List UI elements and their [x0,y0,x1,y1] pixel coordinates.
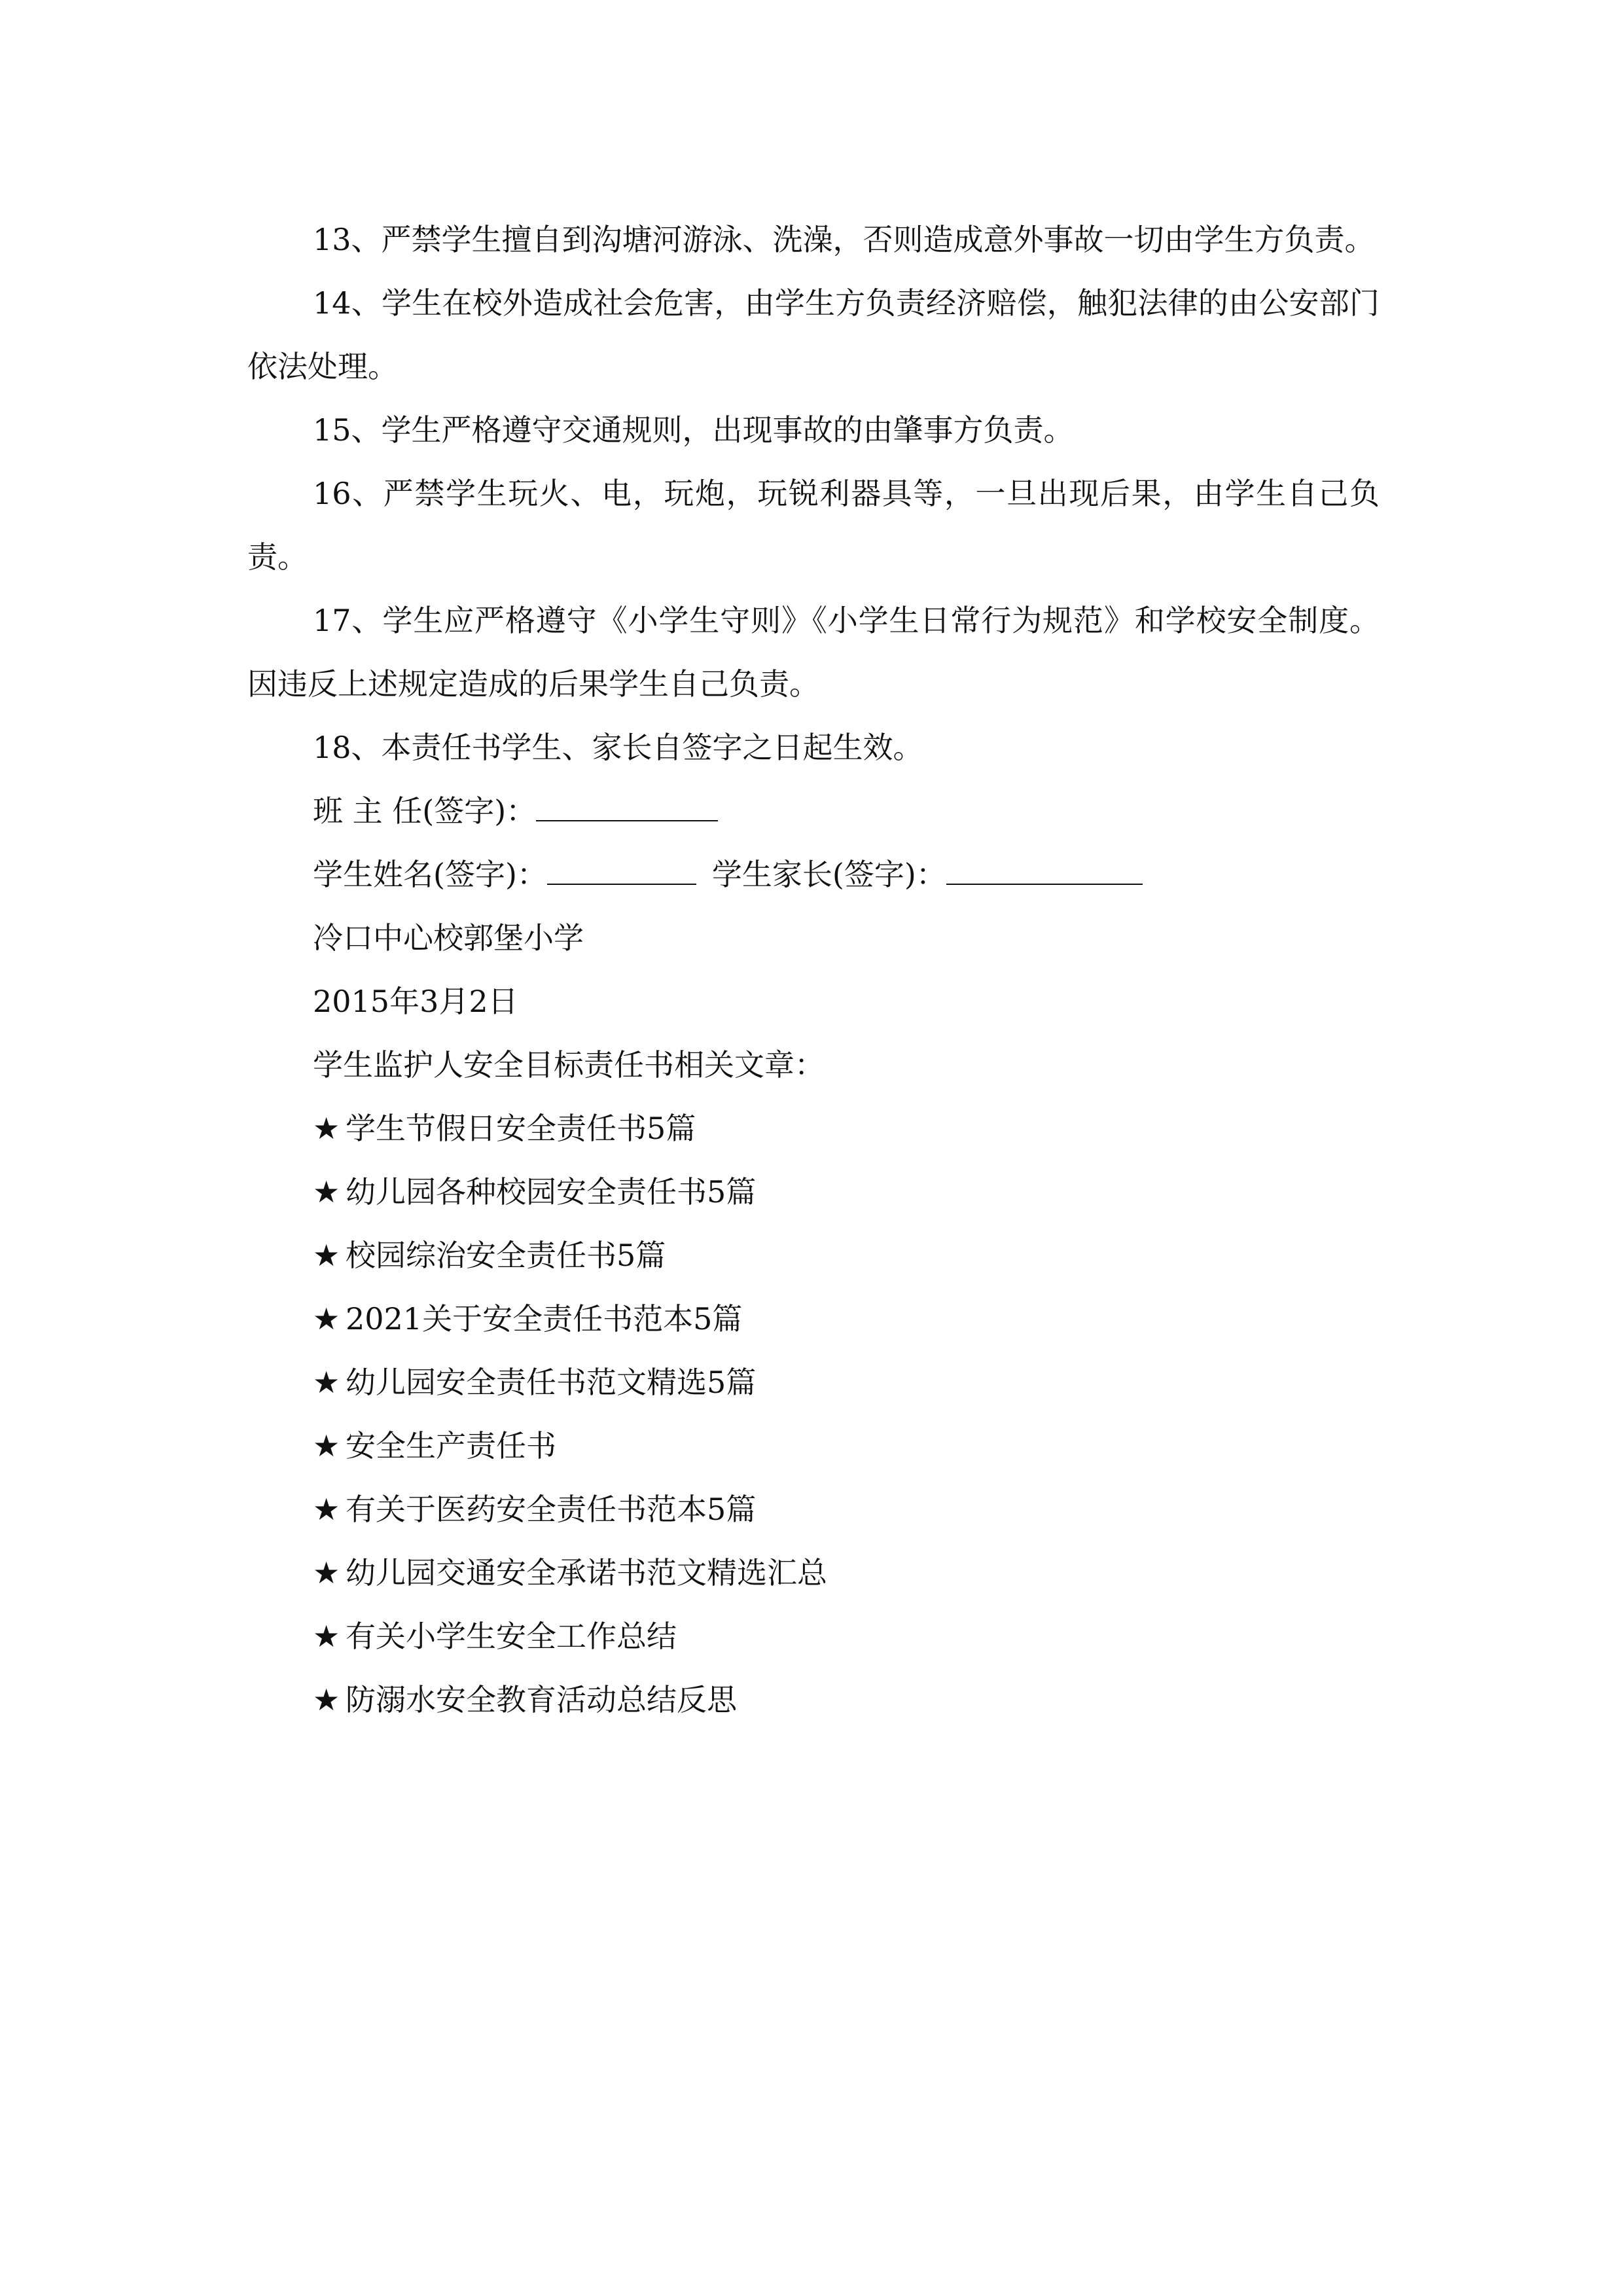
related-article-link[interactable] [247,1097,1380,1160]
related-article-title: 幼儿园交通安全承诺书范文精选汇总 [346,1555,827,1590]
related-article-title: 校园综治安全责任书5篇 [346,1238,666,1273]
star-icon: ★ [313,1301,340,1336]
star-icon: ★ [313,1428,340,1463]
teacher-signature-label: 班 主 任(签字)： [313,793,537,829]
star-icon: ★ [313,1174,340,1210]
related-articles-list [247,1097,1380,1732]
student-parent-signature-line [247,843,1380,906]
related-article-title: 学生节假日安全责任书5篇 [346,1111,696,1146]
teacher-signature-blank [536,789,718,821]
school-name: 冷口中心校郭堡小学 [313,920,584,956]
star-icon: ★ [313,1492,340,1527]
clause-18: 18、本责任书学生、家长自签字之日起生效。 [313,730,923,765]
teacher-signature-line [247,780,1380,843]
related-article-title: 防溺水安全教育活动总结反思 [346,1682,737,1717]
related-article-link[interactable] [247,1605,1380,1668]
related-article-link[interactable] [247,1160,1380,1224]
related-article-link[interactable] [247,1478,1380,1541]
clause-16: 16、严禁学生玩火、电，玩炮，玩锐利器具等，一旦出现后果，由学生自己负责。 [247,476,1380,575]
related-article-title: 2021关于安全责任书范本5篇 [346,1301,743,1336]
document-body [247,208,1380,1732]
related-article-link[interactable] [247,1414,1380,1478]
related-article-title: 幼儿园安全责任书范文精选5篇 [346,1365,757,1400]
star-icon: ★ [313,1238,340,1273]
related-article-link[interactable] [247,1224,1380,1287]
related-articles-heading: 学生监护人安全目标责任书相关文章： [313,1047,825,1083]
related-article-title: 有关小学生安全工作总结 [346,1619,677,1654]
related-article-link[interactable] [247,1668,1380,1732]
related-article-title: 安全生产责任书 [346,1428,556,1463]
document-date: 2015年3月2日 [313,984,518,1019]
related-article-link[interactable] [247,1287,1380,1351]
student-signature-blank [547,852,696,885]
star-icon: ★ [313,1111,340,1146]
star-icon: ★ [313,1619,340,1654]
related-article-link[interactable] [247,1541,1380,1605]
clause-13: 13、严禁学生擅自到沟塘河游泳、洗澡，否则造成意外事故一切由学生方负责。 [313,222,1375,257]
parent-signature-label: 学生家长(签字)： [711,857,946,892]
clause-15: 15、学生严格遵守交通规则，出现事故的由肇事方负责。 [313,412,1074,448]
clause-17: 17、学生应严格遵守《小学生守则》《小学生日常行为规范》和学校安全制度。因违反上述规定造成的后果学生自己负责。 [247,603,1380,702]
related-article-link[interactable] [247,1351,1380,1414]
clause-14: 14、学生在校外造成社会危害，由学生方负责经济赔偿，触犯法律的由公安部门依法处理。 [247,285,1380,384]
parent-signature-blank [946,852,1143,885]
related-article-title: 有关于医药安全责任书范本5篇 [346,1492,757,1527]
star-icon: ★ [313,1365,340,1400]
star-icon: ★ [313,1682,340,1717]
star-icon: ★ [313,1555,340,1590]
student-signature-label: 学生姓名(签字)： [313,857,547,892]
related-article-title: 幼儿园各种校园安全责任书5篇 [346,1174,757,1210]
